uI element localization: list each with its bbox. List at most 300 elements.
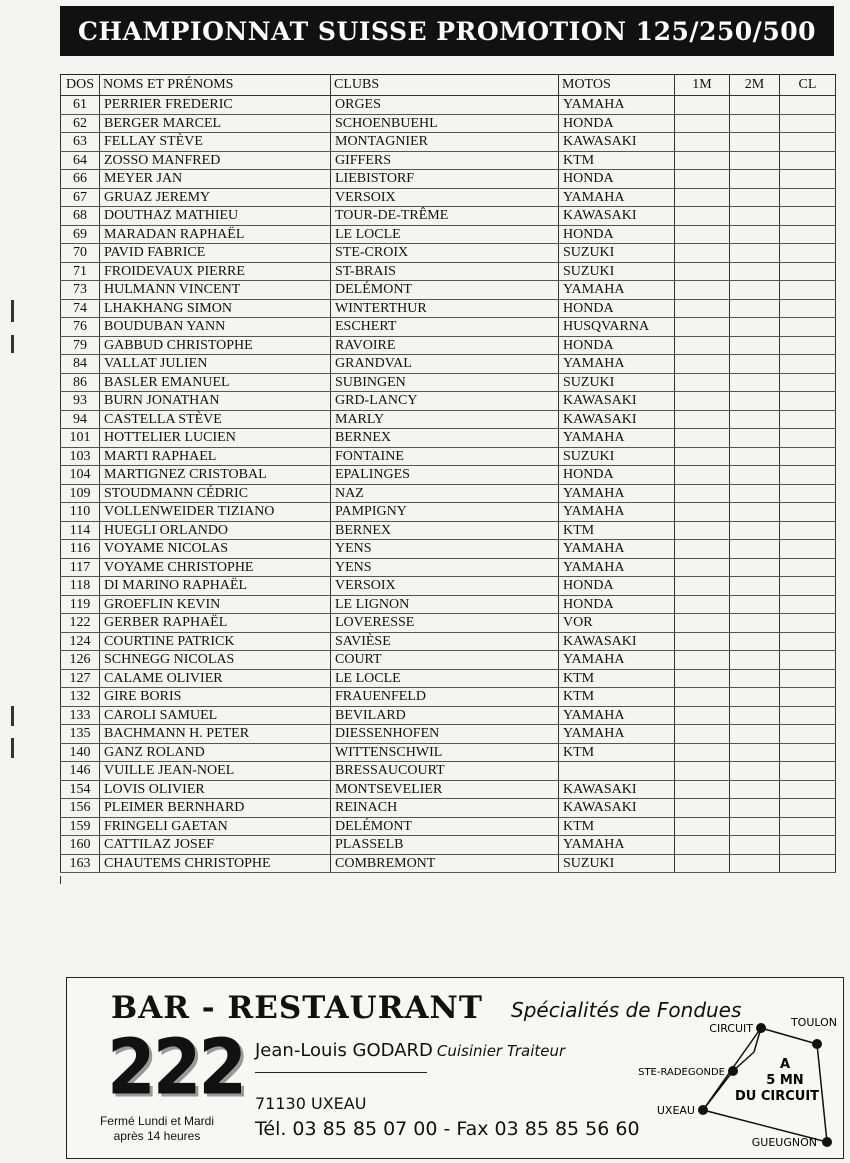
table-row xyxy=(61,688,836,707)
name-cell: HOTTELIER LUCIEN xyxy=(100,429,331,448)
moto-cell: KAWASAKI xyxy=(559,632,675,651)
name-cell: ZOSSO MANFRED xyxy=(100,151,331,170)
2m-cell xyxy=(730,632,780,651)
1m-cell xyxy=(675,817,730,836)
moto-cell: YAMAHA xyxy=(559,503,675,522)
binding-mark xyxy=(11,300,14,322)
2m-cell xyxy=(730,170,780,189)
cl-cell xyxy=(780,188,836,207)
1m-cell xyxy=(675,188,730,207)
dos-cell: 163 xyxy=(61,854,100,873)
dos-cell: 159 xyxy=(61,817,100,836)
1m-cell xyxy=(675,281,730,300)
1m-cell xyxy=(675,484,730,503)
name-cell: CASTELLA STÈVE xyxy=(100,410,331,429)
club-cell: BERNEX xyxy=(331,521,559,540)
table-row xyxy=(61,318,836,337)
club-cell: LE LOCLE xyxy=(331,669,559,688)
club-cell: LIEBISTORF xyxy=(331,170,559,189)
moto-cell: KTM xyxy=(559,743,675,762)
cl-cell xyxy=(780,225,836,244)
2m-cell xyxy=(730,207,780,226)
dos-cell: 62 xyxy=(61,114,100,133)
dos-cell: 67 xyxy=(61,188,100,207)
moto-cell: HONDA xyxy=(559,299,675,318)
owner-role: Cuisinier Traiteur xyxy=(436,1042,566,1060)
2m-cell xyxy=(730,336,780,355)
1m-cell xyxy=(675,410,730,429)
table-row xyxy=(61,355,836,374)
moto-cell: HONDA xyxy=(559,466,675,485)
header-2m: 2M xyxy=(730,75,780,96)
club-cell: BEVILARD xyxy=(331,706,559,725)
table-row xyxy=(61,373,836,392)
dos-cell: 117 xyxy=(61,558,100,577)
table-row xyxy=(61,540,836,559)
2m-cell xyxy=(730,558,780,577)
name-cell: BOUDUBAN YANN xyxy=(100,318,331,337)
1m-cell xyxy=(675,503,730,522)
1m-cell xyxy=(675,151,730,170)
hours-line-1: Fermé Lundi et Mardi xyxy=(99,1114,215,1128)
cl-cell xyxy=(780,836,836,855)
map-dot xyxy=(698,1105,708,1115)
table-row xyxy=(61,281,836,300)
name-cell: PERRIER FREDERIC xyxy=(100,96,331,115)
table-row xyxy=(61,854,836,873)
cl-cell xyxy=(780,743,836,762)
cl-cell xyxy=(780,151,836,170)
map-note-5mn: 5 MN xyxy=(766,1073,804,1088)
table-row xyxy=(61,429,836,448)
map-dot xyxy=(728,1066,738,1076)
dos-cell: 84 xyxy=(61,355,100,374)
1m-cell xyxy=(675,447,730,466)
dos-cell: 160 xyxy=(61,836,100,855)
moto-cell: YAMAHA xyxy=(559,188,675,207)
cl-cell xyxy=(780,410,836,429)
moto-cell: YAMAHA xyxy=(559,836,675,855)
1m-cell xyxy=(675,170,730,189)
dos-cell: 79 xyxy=(61,336,100,355)
name-cell: CAROLI SAMUEL xyxy=(100,706,331,725)
name-cell: CHAUTEMS CHRISTOPHE xyxy=(100,854,331,873)
2m-cell xyxy=(730,521,780,540)
cl-cell xyxy=(780,540,836,559)
table-row xyxy=(61,466,836,485)
name-cell: BASLER EMANUEL xyxy=(100,373,331,392)
2m-cell xyxy=(730,503,780,522)
name-cell: GANZ ROLAND xyxy=(100,743,331,762)
1m-cell xyxy=(675,318,730,337)
table-row xyxy=(61,762,836,781)
name-cell: BERGER MARCEL xyxy=(100,114,331,133)
name-cell: VALLAT JULIEN xyxy=(100,355,331,374)
1m-cell xyxy=(675,558,730,577)
1m-cell xyxy=(675,743,730,762)
dos-cell: 116 xyxy=(61,540,100,559)
dos-cell: 69 xyxy=(61,225,100,244)
club-cell: SAVIÈSE xyxy=(331,632,559,651)
table-row xyxy=(61,836,836,855)
dos-cell: 71 xyxy=(61,262,100,281)
table-row xyxy=(61,207,836,226)
dos-cell: 127 xyxy=(61,669,100,688)
table-row xyxy=(61,447,836,466)
moto-cell: SUZUKI xyxy=(559,447,675,466)
advert-specialty: Spécialités de Fondues xyxy=(511,998,742,1022)
club-cell: RAVOIRE xyxy=(331,336,559,355)
name-cell: MEYER JAN xyxy=(100,170,331,189)
name-cell: HULMANN VINCENT xyxy=(100,281,331,300)
name-cell: GROEFLIN KEVIN xyxy=(100,595,331,614)
moto-cell: YAMAHA xyxy=(559,429,675,448)
table-row xyxy=(61,96,836,115)
name-cell: GRUAZ JEREMY xyxy=(100,188,331,207)
2m-cell xyxy=(730,392,780,411)
name-cell: DOUTHAZ MATHIEU xyxy=(100,207,331,226)
map-label-uxeau: UXEAU xyxy=(656,1104,695,1117)
2m-cell xyxy=(730,799,780,818)
1m-cell xyxy=(675,614,730,633)
moto-cell: YAMAHA xyxy=(559,96,675,115)
table-row xyxy=(61,651,836,670)
club-cell: SCHOENBUEHL xyxy=(331,114,559,133)
dos-cell: 86 xyxy=(61,373,100,392)
cl-cell xyxy=(780,595,836,614)
cl-cell xyxy=(780,614,836,633)
table-row xyxy=(61,299,836,318)
dos-cell: 154 xyxy=(61,780,100,799)
club-cell: EPALINGES xyxy=(331,466,559,485)
cl-cell xyxy=(780,429,836,448)
dos-cell: 66 xyxy=(61,170,100,189)
1m-cell xyxy=(675,207,730,226)
moto-cell: KTM xyxy=(559,151,675,170)
name-cell: VUILLE JEAN-NOEL xyxy=(100,762,331,781)
dos-cell: 110 xyxy=(61,503,100,522)
2m-cell xyxy=(730,373,780,392)
club-cell: DIESSENHOFEN xyxy=(331,725,559,744)
moto-cell: SUZUKI xyxy=(559,244,675,263)
club-cell: PAMPIGNY xyxy=(331,503,559,522)
cl-cell xyxy=(780,688,836,707)
club-cell: YENS xyxy=(331,558,559,577)
2m-cell xyxy=(730,466,780,485)
table-row xyxy=(61,410,836,429)
1m-cell xyxy=(675,225,730,244)
club-cell: NAZ xyxy=(331,484,559,503)
advert-town: 71130 UXEAU xyxy=(255,1094,367,1113)
moto-cell: YAMAHA xyxy=(559,725,675,744)
1m-cell xyxy=(675,577,730,596)
1m-cell xyxy=(675,780,730,799)
table-row xyxy=(61,170,836,189)
dos-cell: 74 xyxy=(61,299,100,318)
table-row xyxy=(61,244,836,263)
dos-cell: 132 xyxy=(61,688,100,707)
dos-cell: 140 xyxy=(61,743,100,762)
club-cell: MONTSEVELIER xyxy=(331,780,559,799)
moto-cell xyxy=(559,762,675,781)
table-row xyxy=(61,706,836,725)
dos-cell: 94 xyxy=(61,410,100,429)
map-label-circuit: CIRCUIT xyxy=(709,1022,753,1035)
owner-name: Jean-Louis GODARD xyxy=(255,1040,433,1061)
dos-cell: 122 xyxy=(61,614,100,633)
cl-cell xyxy=(780,318,836,337)
binding-mark xyxy=(11,706,14,726)
moto-cell: HUSQVARNA xyxy=(559,318,675,337)
dos-cell: 133 xyxy=(61,706,100,725)
club-cell: BERNEX xyxy=(331,429,559,448)
name-cell: PLEIMER BERNHARD xyxy=(100,799,331,818)
table-row xyxy=(61,632,836,651)
map-dot xyxy=(822,1137,832,1147)
2m-cell xyxy=(730,484,780,503)
club-cell: GRD-LANCY xyxy=(331,392,559,411)
1m-cell xyxy=(675,725,730,744)
moto-cell: YAMAHA xyxy=(559,706,675,725)
club-cell: DELÉMONT xyxy=(331,817,559,836)
1m-cell xyxy=(675,540,730,559)
table-header-row xyxy=(61,75,836,96)
cl-cell xyxy=(780,762,836,781)
advert-owner xyxy=(255,1040,565,1061)
moto-cell: HONDA xyxy=(559,114,675,133)
2m-cell xyxy=(730,355,780,374)
name-cell: FELLAY STÈVE xyxy=(100,133,331,152)
cl-cell xyxy=(780,651,836,670)
cl-cell xyxy=(780,503,836,522)
moto-cell: YAMAHA xyxy=(559,540,675,559)
dos-cell: 61 xyxy=(61,96,100,115)
cl-cell xyxy=(780,207,836,226)
moto-cell: KAWASAKI xyxy=(559,392,675,411)
cl-cell xyxy=(780,484,836,503)
table-row xyxy=(61,521,836,540)
restaurant-advert xyxy=(66,977,844,1159)
entry-table xyxy=(60,74,836,873)
club-cell: PLASSELB xyxy=(331,836,559,855)
table-row xyxy=(61,151,836,170)
1m-cell xyxy=(675,632,730,651)
2m-cell xyxy=(730,262,780,281)
name-cell: VOYAME CHRISTOPHE xyxy=(100,558,331,577)
dos-cell: 68 xyxy=(61,207,100,226)
cl-cell xyxy=(780,799,836,818)
map-label-ste-radegonde: STE-RADEGONDE xyxy=(638,1067,725,1078)
2m-cell xyxy=(730,114,780,133)
2m-cell xyxy=(730,743,780,762)
header-dos: DOS xyxy=(61,75,100,96)
club-cell: TOUR-DE-TRÊME xyxy=(331,207,559,226)
dos-cell: 101 xyxy=(61,429,100,448)
moto-cell: KAWASAKI xyxy=(559,207,675,226)
cl-cell xyxy=(780,373,836,392)
table-row xyxy=(61,336,836,355)
dos-cell: 93 xyxy=(61,392,100,411)
name-cell: VOLLENWEIDER TIZIANO xyxy=(100,503,331,522)
map-note-du-circuit: DU CIRCUIT xyxy=(734,1089,820,1104)
table-row xyxy=(61,503,836,522)
dos-cell: 76 xyxy=(61,318,100,337)
2m-cell xyxy=(730,133,780,152)
table-row xyxy=(61,262,836,281)
dos-cell: 63 xyxy=(61,133,100,152)
header-names: NOMS ET PRÉNOMS xyxy=(100,75,331,96)
table-row xyxy=(61,743,836,762)
map-dot xyxy=(756,1023,766,1033)
1m-cell xyxy=(675,669,730,688)
name-cell: GABBUD CHRISTOPHE xyxy=(100,336,331,355)
club-cell: SUBINGEN xyxy=(331,373,559,392)
cl-cell xyxy=(780,281,836,300)
club-cell: ORGES xyxy=(331,96,559,115)
map-note-a: A xyxy=(779,1057,791,1072)
moto-cell: YAMAHA xyxy=(559,651,675,670)
moto-cell: HONDA xyxy=(559,225,675,244)
name-cell: FROIDEVAUX PIERRE xyxy=(100,262,331,281)
2m-cell xyxy=(730,577,780,596)
moto-cell: YAMAHA xyxy=(559,281,675,300)
advert-phones: Tél. 03 85 85 07 00 - Fax 03 85 85 56 60 xyxy=(255,1118,640,1140)
table-row xyxy=(61,669,836,688)
moto-cell: KAWASAKI xyxy=(559,780,675,799)
2m-cell xyxy=(730,540,780,559)
dos-cell: 118 xyxy=(61,577,100,596)
moto-cell: KAWASAKI xyxy=(559,799,675,818)
1m-cell xyxy=(675,262,730,281)
location-map xyxy=(627,1018,837,1148)
moto-cell: VOR xyxy=(559,614,675,633)
2m-cell xyxy=(730,244,780,263)
name-cell: COURTINE PATRICK xyxy=(100,632,331,651)
1m-cell xyxy=(675,854,730,873)
name-cell: GERBER RAPHAËL xyxy=(100,614,331,633)
2m-cell xyxy=(730,706,780,725)
moto-cell: KAWASAKI xyxy=(559,410,675,429)
club-cell: FONTAINE xyxy=(331,447,559,466)
club-cell: WINTERTHUR xyxy=(331,299,559,318)
1m-cell xyxy=(675,762,730,781)
cl-cell xyxy=(780,577,836,596)
moto-cell: HONDA xyxy=(559,577,675,596)
1m-cell xyxy=(675,688,730,707)
moto-cell: SUZUKI xyxy=(559,373,675,392)
2m-cell xyxy=(730,854,780,873)
name-cell: SCHNEGG NICOLAS xyxy=(100,651,331,670)
header-cl: CL xyxy=(780,75,836,96)
club-cell: YENS xyxy=(331,540,559,559)
1m-cell xyxy=(675,706,730,725)
2m-cell xyxy=(730,688,780,707)
dos-cell: 146 xyxy=(61,762,100,781)
name-cell: CATTILAZ JOSEF xyxy=(100,836,331,855)
table-row xyxy=(61,114,836,133)
moto-cell: YAMAHA xyxy=(559,558,675,577)
1m-cell xyxy=(675,244,730,263)
map-label-toulon: TOULON xyxy=(790,1018,837,1029)
cl-cell xyxy=(780,114,836,133)
moto-cell: KAWASAKI xyxy=(559,133,675,152)
moto-cell: HONDA xyxy=(559,336,675,355)
cl-cell xyxy=(780,854,836,873)
2m-cell xyxy=(730,318,780,337)
club-cell: LE LIGNON xyxy=(331,595,559,614)
club-cell: FRAUENFELD xyxy=(331,688,559,707)
table-row xyxy=(61,484,836,503)
1m-cell xyxy=(675,133,730,152)
2m-cell xyxy=(730,429,780,448)
1m-cell xyxy=(675,466,730,485)
moto-cell: KTM xyxy=(559,521,675,540)
header-clubs: CLUBS xyxy=(331,75,559,96)
binding-mark xyxy=(11,738,14,758)
moto-cell: KTM xyxy=(559,817,675,836)
1m-cell xyxy=(675,521,730,540)
club-cell: VERSOIX xyxy=(331,188,559,207)
1m-cell xyxy=(675,651,730,670)
club-cell: COURT xyxy=(331,651,559,670)
2m-cell xyxy=(730,225,780,244)
cl-cell xyxy=(780,96,836,115)
2m-cell xyxy=(730,447,780,466)
club-cell: ESCHERT xyxy=(331,318,559,337)
table-row xyxy=(61,595,836,614)
dos-cell: 73 xyxy=(61,281,100,300)
club-cell: COMBREMONT xyxy=(331,854,559,873)
binding-mark xyxy=(11,335,14,353)
map-dot xyxy=(812,1039,822,1049)
table-row xyxy=(61,225,836,244)
name-cell: MARADAN RAPHAËL xyxy=(100,225,331,244)
cl-cell xyxy=(780,780,836,799)
club-cell: VERSOIX xyxy=(331,577,559,596)
name-cell: HUEGLI ORLANDO xyxy=(100,521,331,540)
cl-cell xyxy=(780,669,836,688)
cl-cell xyxy=(780,133,836,152)
hours-line-2: après 14 heures xyxy=(113,1129,201,1143)
2m-cell xyxy=(730,614,780,633)
dos-cell: 109 xyxy=(61,484,100,503)
cl-cell xyxy=(780,706,836,725)
1m-cell xyxy=(675,392,730,411)
cl-cell xyxy=(780,355,836,374)
2m-cell xyxy=(730,725,780,744)
table-row xyxy=(61,614,836,633)
table-row xyxy=(61,133,836,152)
dos-cell: 103 xyxy=(61,447,100,466)
dos-cell: 119 xyxy=(61,595,100,614)
moto-cell: SUZUKI xyxy=(559,854,675,873)
2m-cell xyxy=(730,762,780,781)
page-title: CHAMPIONNAT SUISSE PROMOTION 125/250/500 xyxy=(60,6,834,56)
club-cell: MARLY xyxy=(331,410,559,429)
dos-cell: 124 xyxy=(61,632,100,651)
club-cell: STE-CROIX xyxy=(331,244,559,263)
moto-cell: KTM xyxy=(559,688,675,707)
club-cell: MONTAGNIER xyxy=(331,133,559,152)
table-row xyxy=(61,725,836,744)
2m-cell xyxy=(730,780,780,799)
table-trailing-edge xyxy=(60,876,836,884)
header-motos: MOTOS xyxy=(559,75,675,96)
cl-cell xyxy=(780,244,836,263)
table-row xyxy=(61,188,836,207)
2m-cell xyxy=(730,410,780,429)
2m-cell xyxy=(730,669,780,688)
